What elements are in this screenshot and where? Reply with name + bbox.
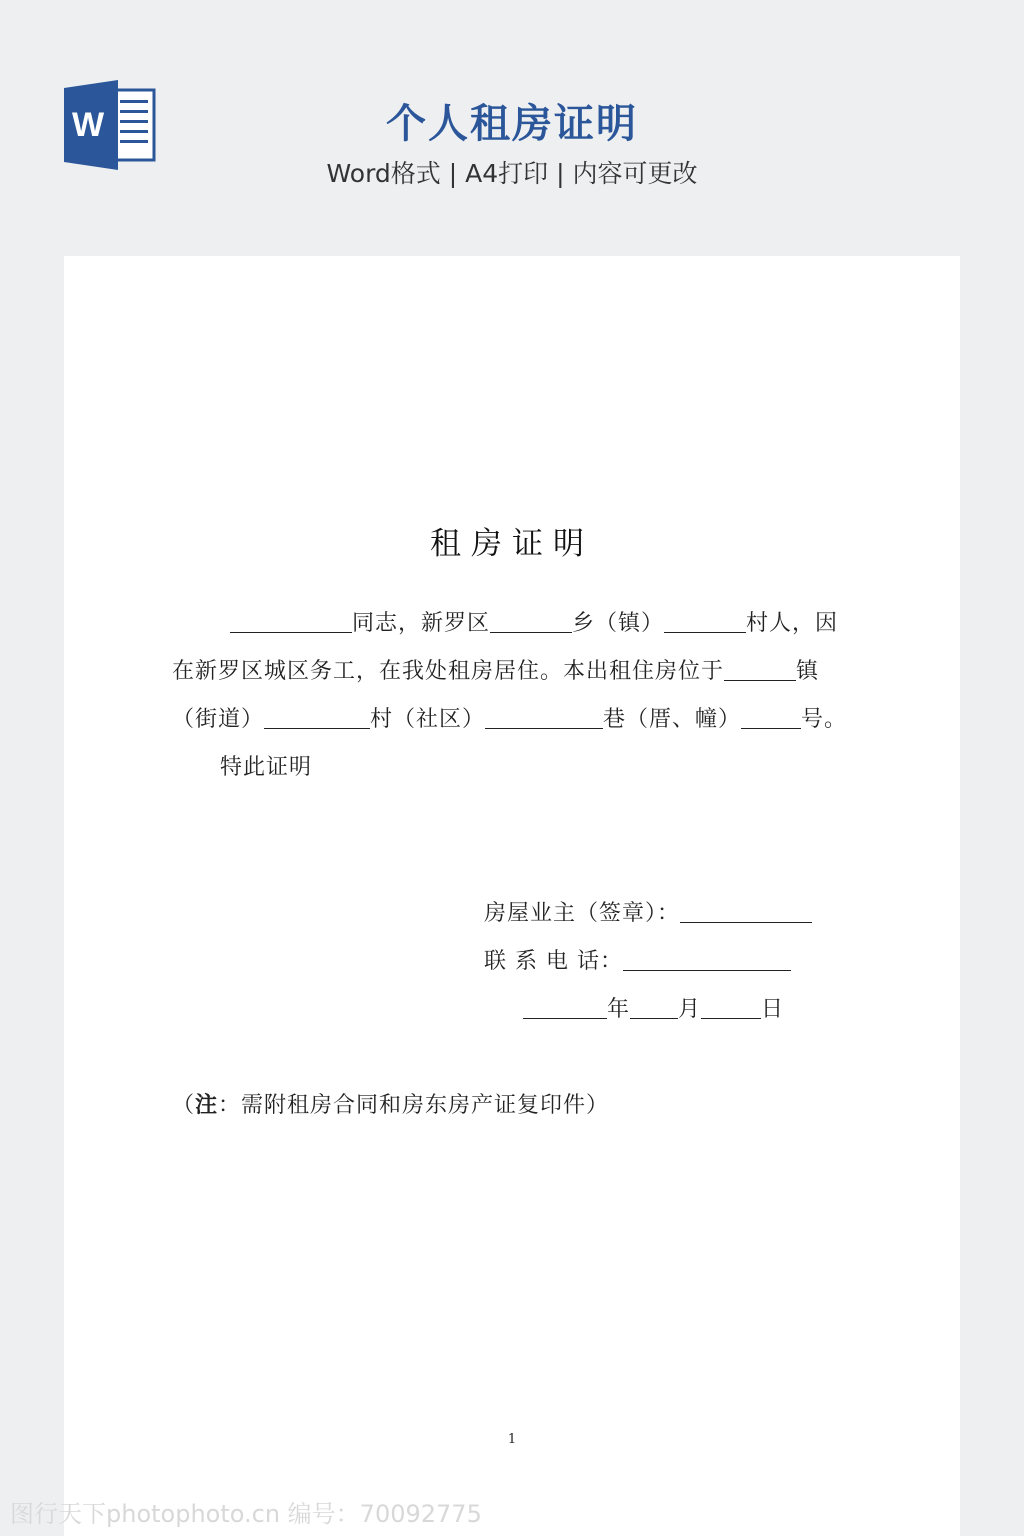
note-bold: 注 [195, 1092, 219, 1118]
header-title: 个人租房证明 [386, 101, 638, 147]
p3-text-a: （街道） [172, 707, 265, 732]
community-blank[interactable] [264, 706, 370, 729]
township-blank[interactable] [490, 610, 572, 633]
owner-signature-blank[interactable] [680, 900, 812, 923]
phone-line [484, 944, 791, 975]
owner-label: 房屋业主（签章）： [484, 901, 681, 926]
village-blank[interactable] [664, 610, 746, 633]
watermark: 图行天下photophoto.cn 编号：70092775 [10, 1500, 482, 1528]
year-blank[interactable] [523, 996, 607, 1019]
document-page [64, 256, 960, 1536]
note-open: （ [172, 1093, 196, 1118]
paragraph-line-2 [172, 654, 819, 685]
lane-blank[interactable] [485, 706, 603, 729]
p3-text-d: 号。 [801, 707, 848, 732]
owner-signature-line [484, 896, 812, 927]
p1-text-a: 同志，新罗区 [352, 611, 491, 636]
p2-text-a: 在新罗区城区务工，在我处租房居住。本出租住房位于 [172, 659, 725, 684]
header-subtitle: Word格式 | A4打印 | 内容可更改 [326, 159, 698, 188]
p1-text-c: 村人，因 [746, 611, 839, 636]
year-label: 年 [607, 997, 631, 1022]
date-line [523, 992, 784, 1023]
paragraph-line-3 [172, 702, 847, 733]
p1-text-b: 乡（镇） [572, 611, 665, 636]
page-number: 1 [507, 1432, 517, 1447]
note-text: ：需附租房合同和房东房产证复印件） [218, 1093, 610, 1118]
day-label: 日 [761, 997, 785, 1022]
note-line [172, 1088, 609, 1119]
phone-blank[interactable] [623, 948, 791, 971]
paragraph-line-1 [230, 606, 838, 637]
p3-text-b: 村（社区） [370, 707, 486, 732]
document-title: 租房证明 [430, 526, 594, 562]
month-blank[interactable] [630, 996, 678, 1019]
word-icon-letter: W [71, 106, 105, 144]
month-label: 月 [678, 997, 702, 1022]
certify-text: 特此证明 [220, 755, 313, 780]
house-number-blank[interactable] [741, 706, 801, 729]
p3-text-c: 巷（厝、幢） [603, 707, 742, 732]
town-blank[interactable] [724, 658, 796, 681]
day-blank[interactable] [701, 996, 761, 1019]
p2-text-b: 镇 [796, 659, 820, 684]
phone-label: 联 系 电 话： [484, 949, 623, 974]
name-blank[interactable] [230, 610, 352, 633]
